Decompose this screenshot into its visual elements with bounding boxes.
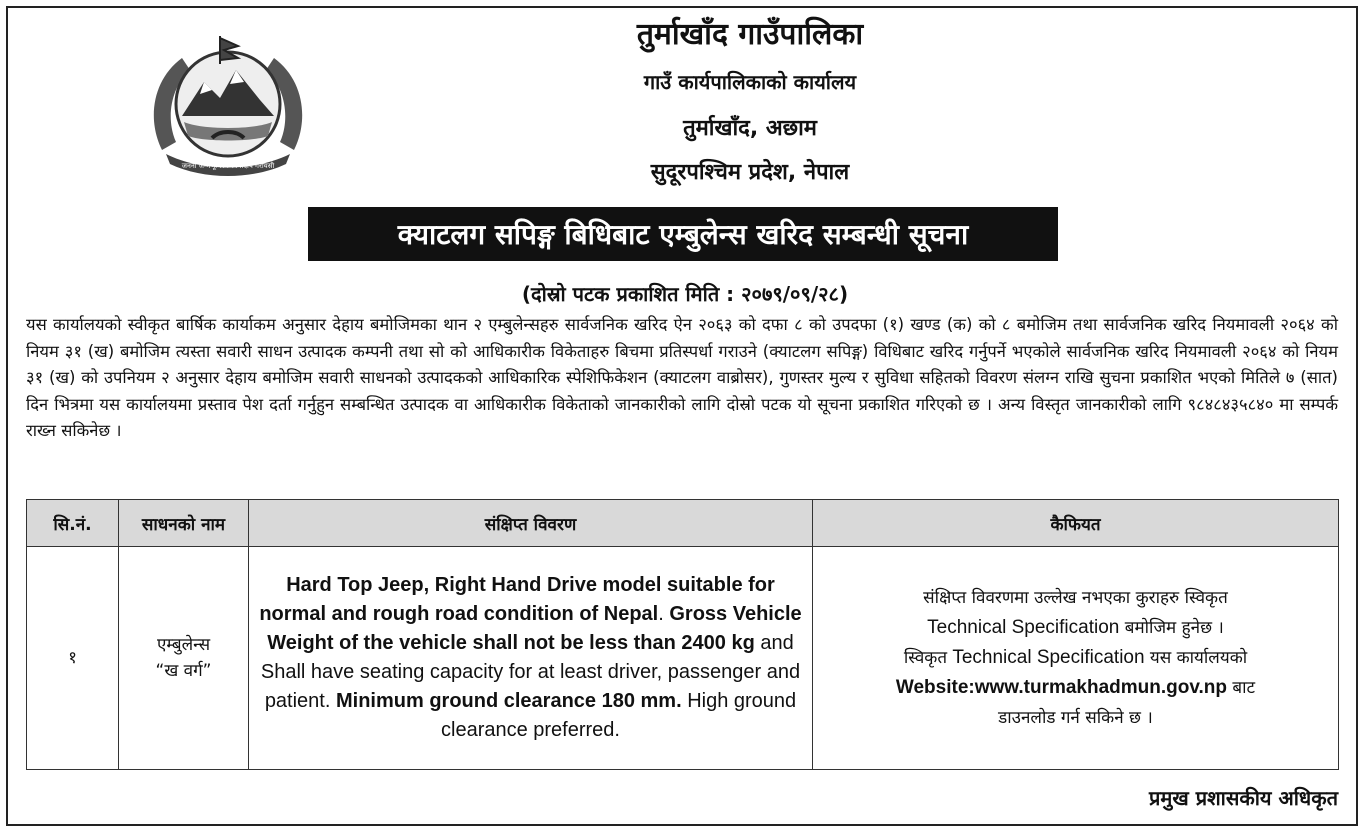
desc-text-1: . (658, 603, 670, 625)
office-name: गाउँ कार्यपालिकाको कार्यालय (643, 70, 857, 94)
office-location: तुर्माखाँद, अछाम (683, 116, 817, 141)
desc-bold-2: Gross Vehicle Weight of the vehicle shall not be less than 2400 kg (267, 603, 802, 654)
province-country: सुदूरपश्चिम प्रदेश, नेपाल (650, 160, 850, 185)
item-name-line2: “ख वर्ग” (155, 661, 212, 681)
remark-line3-start: स्विकृत (903, 648, 948, 668)
remark-line5: डाउनलोड गर्न सकिने छ । (998, 708, 1153, 728)
website-url: Website:www.turmakhadmun.gov.np (895, 677, 1228, 698)
remark-line4-end: बाट (1227, 678, 1256, 698)
table-row (27, 547, 1339, 770)
row-serial-number: १ (27, 547, 119, 770)
row-description (249, 547, 813, 770)
desc-text-3: High ground clearance preferred. (441, 690, 797, 741)
desc-bold-1: Hard Top Jeep, Right Hand Drive model suitable for normal and rough road condition of Nepal (259, 574, 775, 625)
desc-bold-3: Minimum ground clearance 180 mm. (335, 690, 682, 712)
notice-body: यस कार्यालयको स्वीकृत बार्षिक कार्याकम अनुसार देहाय बमोजिमका थान २ एम्बुलेन्सहरु सार्वजनिक खरिद ऐन २०६३ को दफा ८ को उपदफा (१) खण्ड (क) को ८ बमोजिम तथा सार्वजनिक खरिद नियमावली २०६४ को नियम ३१ (ख) बमोजिम त्यस्ता सवारी साधन उत्पादक कम्पनी तथा सो को आधिकारीक विकेताहरु बिचमा प्रतिस्पर्धा गराउने (क्याटलग सपिङ्ग) विधिबाट खरिद गर्नुपर्ने भएकोले सार्वजनिक खरिद नियमावली २०६४ को नियम ३१ (ख) को उपनियम २ अनुसार देहाय बमोजिम सवारी साधनको उत्पादकको आधिकारिक स्पेशिफिकेशन (क्याटलग वाब्रोसर), गुणस्तर मुल्य र सुविधा सहितको विवरण संलग्न राखि सुचना प्रकाशित भएको मितिले ७ (सात) दिन भित्रमा यस कार्यालयमा प्रस्ताव पेश दर्ता गर्नुहुन सम्बन्धित उत्पादक वा आधिकारीक विकेताको जानकारीको लागि दोस्रो पटक यो सूचना प्रकाशित गरिएको छ । अन्य विस्तृत जानकारीको लागि ९८४८४३५८४० मा सम्पर्क राख्न सकिनेछ । (26, 315, 1338, 440)
remark-spec-term-2: Technical Specification (947, 647, 1150, 668)
remark-line1: संक्षिप्त विवरणमा उल्लेख नभएका कुराहरु स्विकृत (923, 588, 1228, 608)
column-header-remarks: कैफियत (813, 500, 1339, 547)
publication-date: (दोस्रो पटक प्रकाशित मिति : २०७९/०९/२८) (521, 282, 849, 306)
remark-line3-end: यस कार्यालयको (1149, 648, 1248, 668)
column-header-item-name: साधनको नाम (119, 500, 249, 547)
emblem-motto: जननी जन्मभूमिश्च स्वर्गादपि गरीयसी (181, 162, 275, 170)
row-remarks (813, 547, 1339, 770)
remark-spec-term: Technical Specification (927, 617, 1120, 638)
column-header-description: संक्षिप्त विवरण (249, 500, 813, 547)
desc-text-2: and Shall have seating capacity for at least driver, passenger and patient. (260, 632, 801, 712)
signatory-title: प्रमुख प्रशासकीय अधिकृत (1149, 786, 1338, 810)
row-item-name (119, 547, 249, 770)
specification-table (26, 499, 1339, 770)
nepal-emblem-icon (142, 30, 314, 180)
table-header-row (27, 500, 1339, 547)
item-name-line1: एम्बुलेन्स (156, 635, 211, 655)
municipality-name: तुर्माखाँद गाउँपालिका (636, 17, 864, 52)
remark-line2-end: बमोजिम हुनेछ । (1119, 618, 1224, 638)
column-header-serial: सि.नं. (27, 500, 119, 547)
notice-title: क्याटलग सपिङ्ग बिधिबाट एम्बुलेन्स खरिद सम्बन्धी सूचना (308, 207, 1058, 261)
